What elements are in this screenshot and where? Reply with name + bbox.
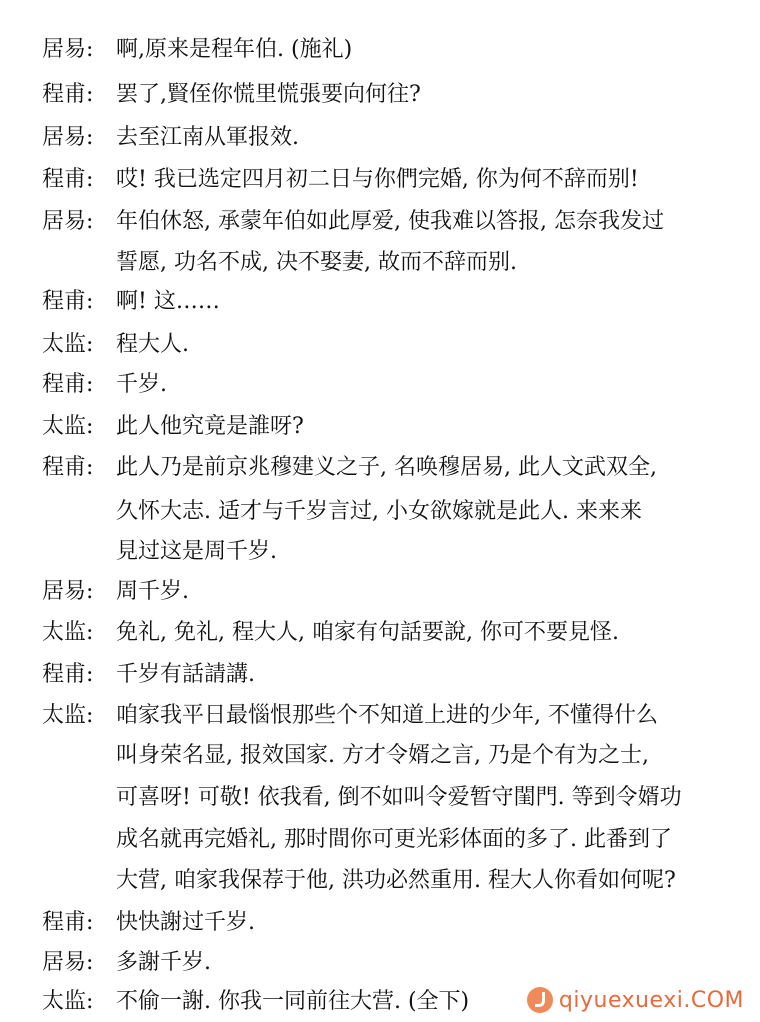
speaker-name: 程甫: xyxy=(42,82,94,107)
music-note-icon xyxy=(527,987,553,1013)
dialogue-text: 大营, 咱家我保荐于他, 洪功必然重用. 程大人你看如何呢? xyxy=(116,868,676,893)
dialogue-text: 快快謝过千岁. xyxy=(116,910,255,935)
dialogue-text: 去至江南从軍报效. xyxy=(116,125,299,150)
dialogue-line xyxy=(0,407,760,447)
dialogue-text: 年伯休怒, 承蒙年伯如此厚爱, 使我难以答报, 怎奈我发过 xyxy=(116,209,664,234)
speaker-name: 程甫: xyxy=(42,662,94,687)
dialogue-line xyxy=(0,30,760,70)
dialogue-line xyxy=(0,778,760,818)
speaker-name: 程甫: xyxy=(42,910,94,935)
dialogue-line xyxy=(0,448,760,488)
dialogue-line xyxy=(0,613,760,653)
dialogue-line xyxy=(0,943,760,983)
dialogue-line xyxy=(0,243,760,283)
dialogue-text: 此人乃是前京兆穆建义之子, 名唤穆居易, 此人文武双全, xyxy=(116,455,657,480)
dialogue-line xyxy=(0,325,760,365)
speaker-name: 太监: xyxy=(42,414,94,439)
speaker-name: 程甫: xyxy=(42,372,94,397)
dialogue-text: 千岁. xyxy=(116,372,167,397)
dialogue-line xyxy=(0,696,760,736)
speaker-name: 太监: xyxy=(42,620,94,645)
dialogue-text: 久怀大志. 适才与千岁言过, 小女欲嫁就是此人. 来来来 xyxy=(116,499,642,524)
speaker-name: 程甫: xyxy=(42,167,94,192)
dialogue-text: 啊,原来是程年伯. (施礼) xyxy=(116,37,353,62)
dialogue-text: 啊! 这…… xyxy=(116,289,220,314)
dialogue-text: 程大人. xyxy=(116,332,189,357)
dialogue-text: 見过这是周千岁. xyxy=(116,539,277,564)
dialogue-text: 千岁有話請講. xyxy=(116,662,255,687)
speaker-name: 太监: xyxy=(42,332,94,357)
dialogue-line xyxy=(0,820,760,860)
dialogue-line xyxy=(0,572,760,612)
dialogue-line xyxy=(0,532,760,572)
dialogue-text: 不偷一謝. 你我一同前往大营. (全下) xyxy=(116,989,470,1014)
speaker-name: 程甫: xyxy=(42,289,94,314)
speaker-name: 居易: xyxy=(42,950,94,975)
dialogue-line xyxy=(0,903,760,943)
speaker-name: 居易: xyxy=(42,125,94,150)
dialogue-text: 成名就再完婚礼, 那时間你可更光彩体面的多了. 此番到了 xyxy=(116,827,672,852)
speaker-name: 太监: xyxy=(42,989,94,1014)
dialogue-text: 叫身荣名显, 报效国家. 方才令婿之言, 乃是个有为之士, xyxy=(116,743,649,768)
dialogue-text: 免礼, 免礼, 程大人, 咱家有句話要說, 你可不要見怪. xyxy=(116,620,619,645)
watermark-text: qiyuexuexi.COM xyxy=(558,987,744,1013)
dialogue-text: 誓愿, 功名不成, 决不娶妻, 故而不辞而别. xyxy=(116,250,517,275)
dialogue-line xyxy=(0,861,760,901)
speaker-name: 太监: xyxy=(42,703,94,728)
dialogue-line xyxy=(0,655,760,695)
speaker-name: 居易: xyxy=(42,579,94,604)
speaker-name: 居易: xyxy=(42,209,94,234)
dialogue-text: 可喜呀! 可敬! 依我看, 倒不如叫令爱暂守閨門. 等到令婿功 xyxy=(116,785,682,810)
site-watermark xyxy=(527,987,744,1013)
dialogue-text: 咱家我平日最惱恨那些个不知道上进的少年, 不懂得什么 xyxy=(116,703,658,728)
dialogue-line xyxy=(0,365,760,405)
dialogue-line xyxy=(0,736,760,776)
dialogue-text: 多謝千岁. xyxy=(116,950,211,975)
dialogue-line xyxy=(0,492,760,532)
dialogue-text: 此人他究竟是誰呀? xyxy=(116,414,304,439)
dialogue-text: 罢了,賢侄你慌里慌張要向何往? xyxy=(116,82,421,107)
dialogue-line xyxy=(0,202,760,242)
dialogue-line xyxy=(0,282,760,322)
dialogue-line xyxy=(0,160,760,200)
dialogue-line xyxy=(0,75,760,115)
dialogue-line xyxy=(0,118,760,158)
dialogue-text: 周千岁. xyxy=(116,579,189,604)
speaker-name: 居易: xyxy=(42,37,94,62)
speaker-name: 程甫: xyxy=(42,455,94,480)
dialogue-text: 哎! 我已选定四月初二日与你們完婚, 你为何不辞而别! xyxy=(116,167,639,192)
